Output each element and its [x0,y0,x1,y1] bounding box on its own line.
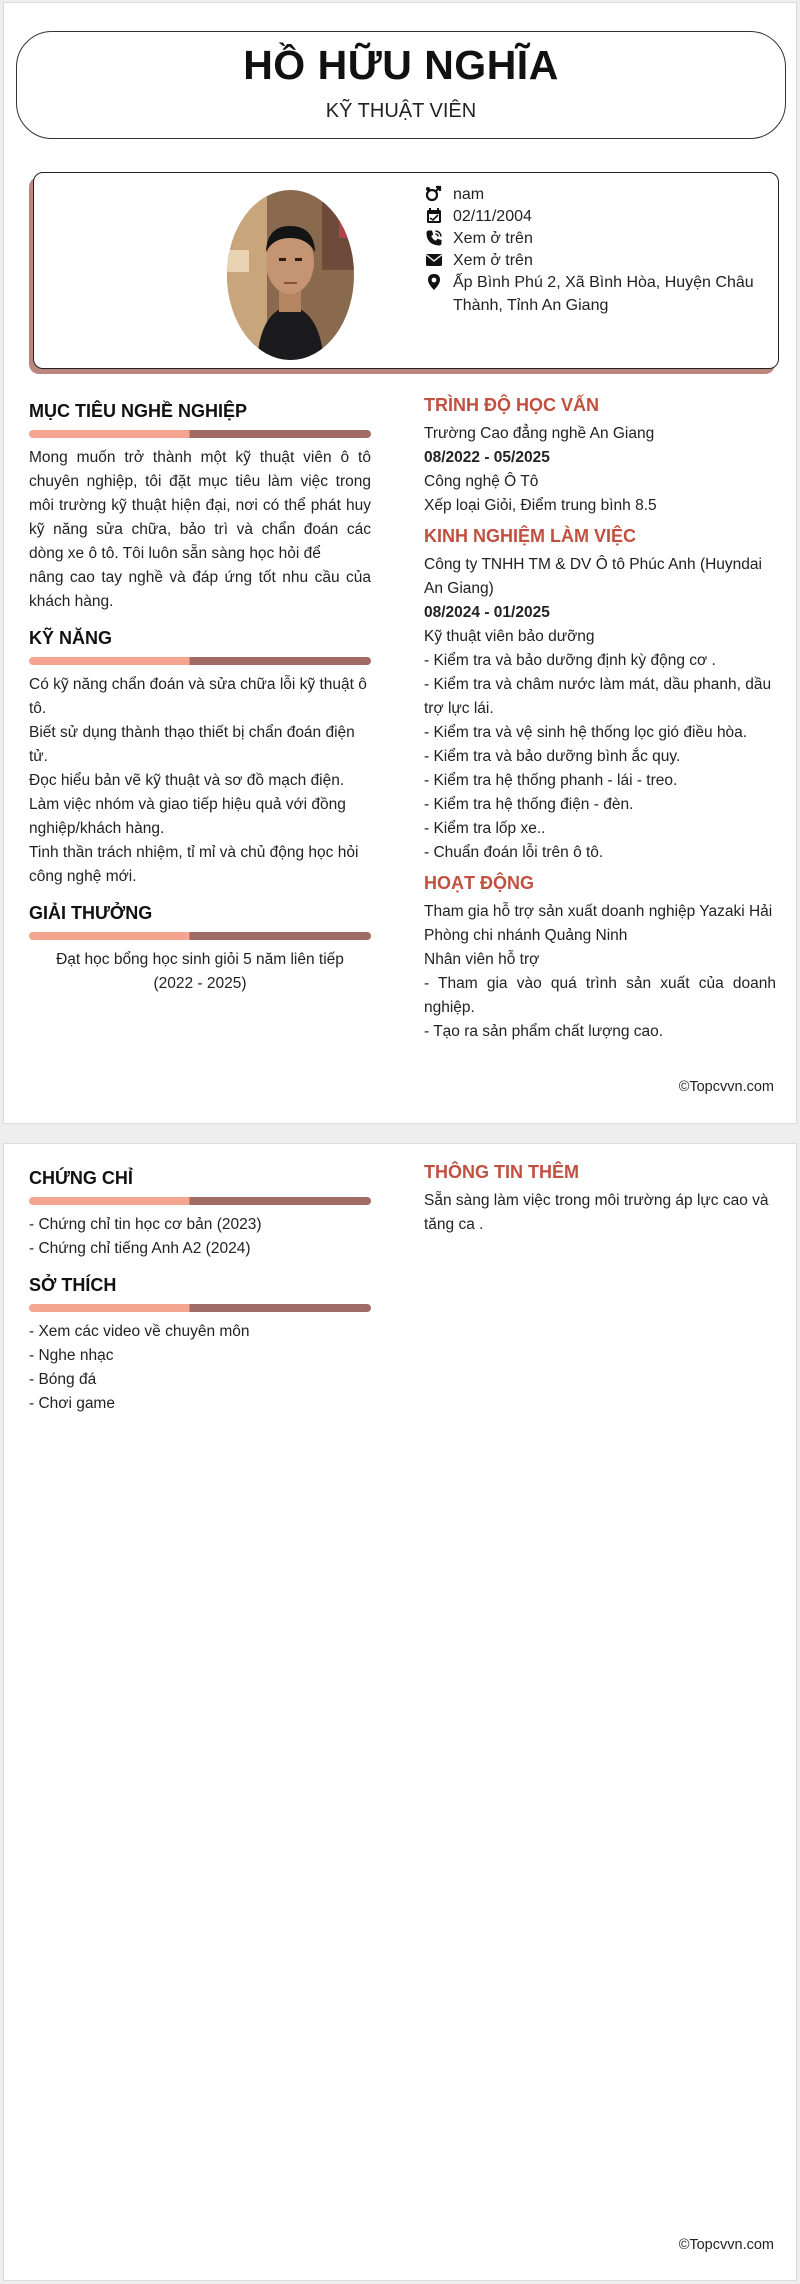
experience-task: - Chuẩn đoán lỗi trên ô tô. [424,844,604,861]
experience-task: - Kiểm tra hệ thống phanh - lái - treo. [424,772,678,789]
education-title: TRÌNH ĐỘ HỌC VẤN [424,395,599,415]
hobbies-divider [29,1304,371,1312]
experience-task: - Kiểm tra lốp xe.. [424,820,546,837]
right-column [424,395,776,1044]
experience-task: - Kiểm tra hệ thống điện - đèn. [424,796,634,813]
activity-org: Tham gia hỗ trợ sản xuất doanh nghiệp Yazaki Hải Phòng chi nhánh Quảng Ninh [424,903,773,944]
education-grade: Xếp loại Giỏi, Điểm trung bình 8.5 [424,497,657,514]
activity-task: - Tham gia vào quá trình sản xuất của doanh nghiệp. [424,975,776,1016]
experience-task: - Kiểm tra và bảo dưỡng định kỳ động cơ . [424,652,716,669]
calendar-icon [425,207,443,225]
location-pin-icon [425,273,443,291]
name-header [16,31,786,139]
contact-gender [425,183,770,206]
hobbies-section [29,1275,371,1416]
avatar [227,190,354,360]
left-column [29,401,371,996]
footer-brand: ©Topcvvn.com [678,1079,774,1095]
objective-title: MỤC TIÊU NGHỀ NGHIỆP [29,401,248,421]
objective-text-continued: nâng cao tay nghề và đáp ứng tốt nhu cầu của khách hàng. [29,569,371,610]
activity-task: - Tạo ra sản phẩm chất lượng cao. [424,1023,664,1040]
skill-item: Biết sử dụng thành thạo thiết bị chẩn đoán điện tử. [29,724,355,765]
certificate-item: - Chứng chỉ tiếng Anh A2 (2024) [29,1240,251,1257]
experience-section [424,526,776,865]
footer-brand: ©Topcvvn.com [678,2237,774,2253]
skills-title: KỸ NĂNG [29,628,113,648]
education-school: Trường Cao đẳng nghề An Giang [424,425,655,442]
skill-item: Có kỹ năng chẩn đoán và sửa chữa lỗi kỹ thuật ô tô. [29,676,367,717]
experience-title: KINH NGHIỆM LÀM VIỆC [424,526,637,546]
contact-email [425,249,770,272]
phone-value: Xem ở trên [453,230,533,247]
gender-value: nam [453,186,485,203]
hobby-item: - Xem các video về chuyên môn [29,1323,250,1340]
skill-item: Đọc hiểu bản vẽ kỹ thuật và sơ đồ mạch điện. [29,772,345,789]
contact-address [425,271,770,317]
skills-section [29,628,371,889]
activities-section [424,873,776,1044]
job-position: KỸ THUẬT VIÊN [325,100,477,122]
hobby-item: - Nghe nhạc [29,1347,114,1364]
contact-birthdate [425,205,770,228]
objective-section [29,401,371,614]
objective-text: Mong muốn trở thành một kỹ thuật viên ô tô chuyên nghiệp, tôi đặt mục tiêu làm việc trong môi trường kỹ thuật hiện đại, nơi có thể phát huy kỹ năng sửa chữa, bảo trì và chẩn đoán các dòng xe ô tô. Tôi luôn sẵn sàng học hỏi để [29,449,371,562]
birthdate-value: 02/11/2004 [453,208,532,225]
gender-icon [425,185,443,203]
certificate-item: - Chứng chỉ tin học cơ bản (2023) [29,1216,262,1233]
certificates-divider [29,1197,371,1205]
certificates-section [29,1168,371,1261]
address-value: Ấp Bình Phú 2, Xã Bình Hòa, Huyện Châu Thành, Tỉnh An Giang [453,274,754,314]
additional-info-section [424,1162,776,1237]
left-column-page-2 [29,1168,371,1416]
full-name: HỒ HỮU NGHĨA [243,42,559,88]
email-value: Xem ở trên [453,252,533,269]
info-card [33,172,779,369]
additional-info-text: Sẵn sàng làm việc trong môi trường áp lực cao và tăng ca . [424,1192,769,1233]
award-period: (2022 - 2025) [153,975,247,992]
experience-task: - Kiểm tra và bảo dưỡng bình ắc quy. [424,748,681,765]
award-text: Đạt học bổng học sinh giỏi 5 năm liên tiếp [56,951,344,968]
objective-divider [29,430,371,438]
education-period: 08/2022 - 05/2025 [424,449,550,466]
experience-period: 08/2024 - 01/2025 [424,604,550,621]
certificates-title: CHỨNG CHỈ [29,1168,133,1188]
skill-item: Tinh thần trách nhiệm, tỉ mỉ và chủ động học hỏi công nghệ mới. [29,844,359,885]
activity-role: Nhân viên hỗ trợ [424,951,540,968]
education-section [424,395,776,518]
cv-page-1 [3,2,797,1124]
contact-phone [425,227,770,250]
experience-task: - Kiểm tra và châm nước làm mát, dầu phanh, dầu trợ lực lái. [424,676,772,717]
awards-title: GIẢI THƯỞNG [29,903,153,923]
hobby-item: - Chơi game [29,1395,115,1412]
skills-divider [29,657,371,665]
awards-divider [29,932,371,940]
additional-info-title: THÔNG TIN THÊM [424,1162,579,1182]
education-major: Công nghệ Ô Tô [424,473,539,490]
experience-task: - Kiểm tra và vệ sinh hệ thống lọc gió điều hòa. [424,724,748,741]
experience-company: Công ty TNHH TM & DV Ô tô Phúc Anh (Huyndai An Giang) [424,556,762,597]
experience-role: Kỹ thuật viên bảo dưỡng [424,628,595,645]
phone-icon [425,229,443,247]
activities-title: HOẠT ĐỘNG [424,873,534,893]
cv-page-2 [3,1143,797,2281]
awards-section [29,903,371,996]
envelope-icon [425,251,443,269]
hobbies-title: SỞ THÍCH [29,1275,117,1295]
right-column-page-2 [424,1162,776,1237]
skill-item: Làm việc nhóm và giao tiếp hiệu quả với đồng nghiệp/khách hàng. [29,796,346,837]
hobby-item: - Bóng đá [29,1371,97,1388]
